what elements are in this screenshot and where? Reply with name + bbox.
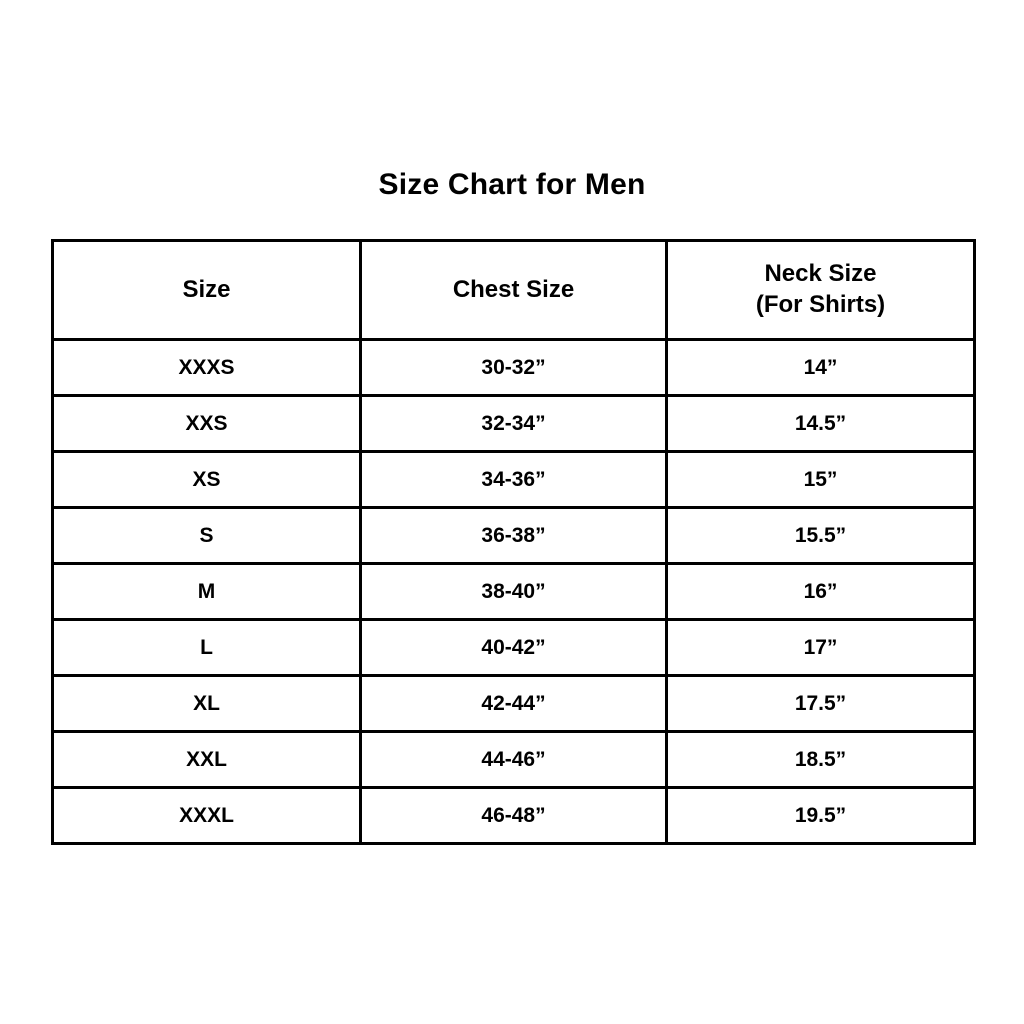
cell-size: XXXS [53, 340, 361, 396]
column-header-size-label: Size [182, 275, 231, 303]
cell-size: XXL [53, 732, 361, 788]
table-row [53, 676, 975, 732]
table-row [53, 340, 975, 396]
cell-chest: 38-40” [361, 564, 667, 620]
cell-neck: 18.5” [667, 732, 975, 788]
cell-chest: 42-44” [361, 676, 667, 732]
table-body [53, 340, 975, 844]
cell-size: L [53, 620, 361, 676]
table-row [53, 508, 975, 564]
cell-neck: 14.5” [667, 396, 975, 452]
cell-neck: 14” [667, 340, 975, 396]
cell-chest: 30-32” [361, 340, 667, 396]
column-header-chest-label: Chest Size [452, 275, 575, 303]
column-header-size [53, 241, 361, 340]
table-row [53, 732, 975, 788]
column-header-neck [667, 241, 975, 340]
cell-neck: 19.5” [667, 788, 975, 844]
table-row [53, 620, 975, 676]
table-row [53, 564, 975, 620]
cell-chest: 44-46” [361, 732, 667, 788]
table-header [53, 241, 975, 340]
cell-neck: 16” [667, 564, 975, 620]
table-row [53, 788, 975, 844]
cell-neck: 17” [667, 620, 975, 676]
cell-chest: 32-34” [361, 396, 667, 452]
cell-chest: 40-42” [361, 620, 667, 676]
table-row [53, 396, 975, 452]
size-chart-table [51, 239, 976, 845]
column-header-neck-label: Neck Size [764, 260, 877, 288]
cell-neck: 15” [667, 452, 975, 508]
cell-chest: 34-36” [361, 452, 667, 508]
column-header-neck-sublabel: (For Shirts) [755, 291, 886, 318]
cell-size: XL [53, 676, 361, 732]
size-chart-table-wrapper [51, 239, 973, 845]
cell-size: XXS [53, 396, 361, 452]
cell-chest: 36-38” [361, 508, 667, 564]
cell-chest: 46-48” [361, 788, 667, 844]
table-header-row [53, 241, 975, 340]
table-row [53, 452, 975, 508]
cell-size: S [53, 508, 361, 564]
cell-neck: 15.5” [667, 508, 975, 564]
cell-neck: 17.5” [667, 676, 975, 732]
page-title: Size Chart for Men [378, 168, 646, 201]
column-header-chest [361, 241, 667, 340]
cell-size: XXXL [53, 788, 361, 844]
cell-size: M [53, 564, 361, 620]
cell-size: XS [53, 452, 361, 508]
